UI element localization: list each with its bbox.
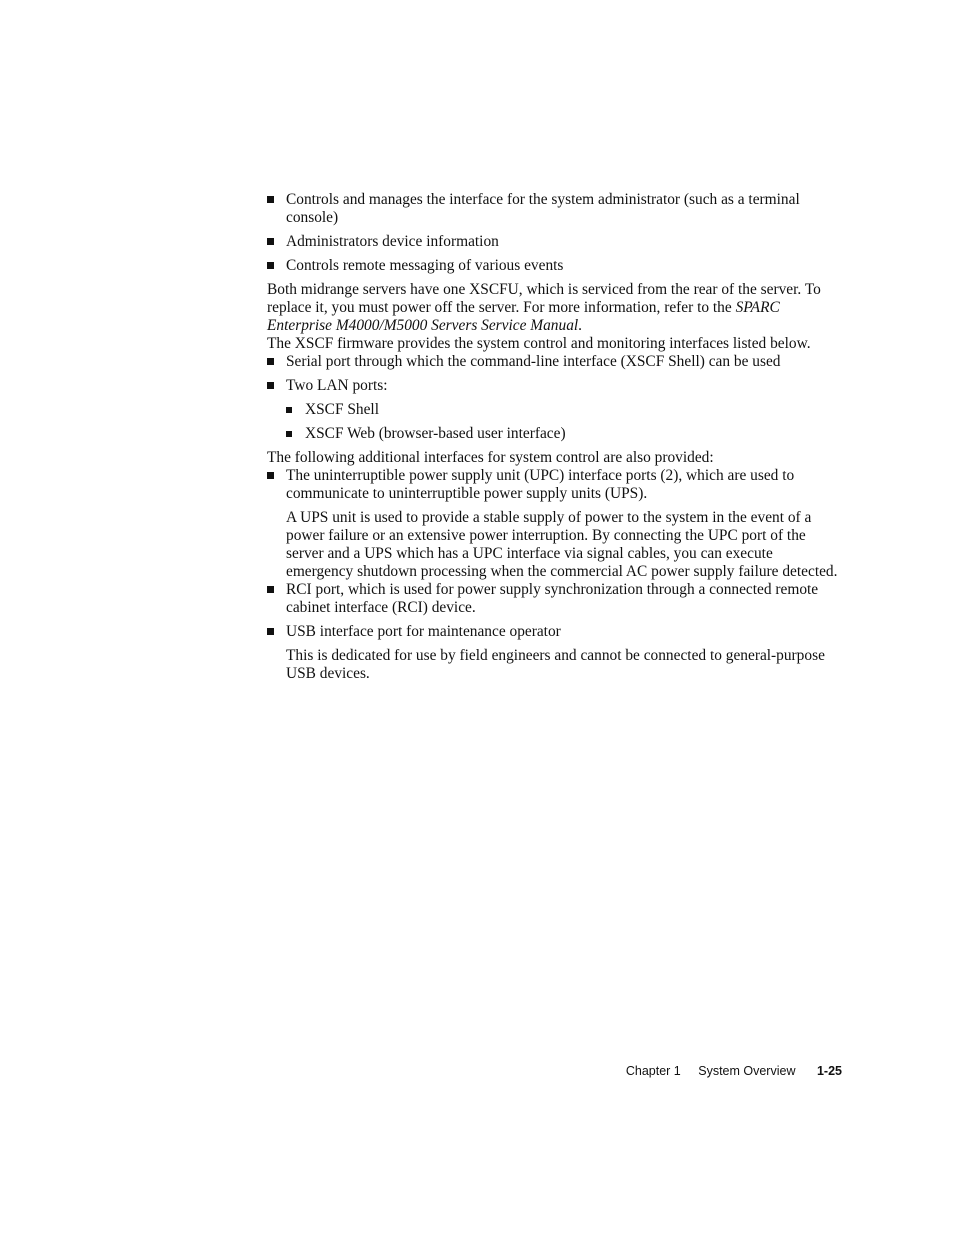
list-item <box>267 623 841 641</box>
square-bullet-icon <box>267 628 274 635</box>
paragraph-text: Both midrange servers have one XSCFU, which is serviced from the rear of the server. To replace it, you must power off the server. For more information, refer to the <box>267 281 821 316</box>
list-item-text: The uninterruptible power supply unit (UPC) interface ports (2), which are used to communicate to uninterruptible power supply units (UPS). <box>286 467 795 502</box>
footer-chapter: Chapter 1 <box>625 1064 681 1078</box>
list-item <box>267 257 841 275</box>
sub-list-item <box>267 425 841 443</box>
list-item-text: RCI port, which is used for power supply synchronization through a connected remote cabinet interface (RCI) device. <box>286 581 819 616</box>
list-item <box>267 377 841 395</box>
paragraph-firmware: The XSCF firmware provides the system control and monitoring interfaces listed below. <box>267 335 811 352</box>
list-item <box>267 191 841 227</box>
square-bullet-icon <box>267 238 274 245</box>
list-item-detail: A UPS unit is used to provide a stable supply of power to the system in the event of a power failure or an extensive power interruption. By connecting the UPC port of the server and a UPS which has a UPC interface via signal cables, you can execute emergency shutdown processing when the commercial AC power supply failure detected. <box>286 509 838 580</box>
square-bullet-icon <box>286 431 292 437</box>
page-footer <box>626 1064 842 1078</box>
paragraph-midrange <box>267 281 841 335</box>
sub-list-item <box>267 401 841 419</box>
sub-list-item-text: XSCF Shell <box>305 401 379 418</box>
paragraph-end: . <box>578 317 583 334</box>
list-item-text: Administrators device information <box>286 233 499 250</box>
square-bullet-icon <box>267 196 274 203</box>
square-bullet-icon <box>286 407 292 413</box>
list-item-detail: This is dedicated for use by field engineers and cannot be connected to general-purpose USB devices. <box>286 647 825 682</box>
manual-title: SPARC Enterprise M4000/M5000 Servers Service Manual <box>267 299 780 334</box>
page-number: 1-25 <box>816 1064 842 1078</box>
square-bullet-icon <box>267 472 274 479</box>
list-item <box>267 581 841 617</box>
footer-title: System Overview <box>698 1064 796 1078</box>
list-item-text: Controls remote messaging of various events <box>286 257 564 274</box>
list-item <box>267 353 841 371</box>
square-bullet-icon <box>267 586 274 593</box>
list-item-text: USB interface port for maintenance operator <box>286 623 561 640</box>
page-body <box>267 191 841 683</box>
paragraph-additional: The following additional interfaces for system control are also provided: <box>267 449 714 466</box>
list-item-text: Controls and manages the interface for the system administrator (such as a terminal console) <box>286 191 800 226</box>
list-item <box>267 233 841 251</box>
sub-list-item-text: XSCF Web (browser-based user interface) <box>305 425 566 442</box>
square-bullet-icon <box>267 262 274 269</box>
square-bullet-icon <box>267 382 274 389</box>
list-item-text: Two LAN ports: <box>286 377 388 394</box>
list-item <box>267 467 841 503</box>
list-item-text: Serial port through which the command-line interface (XSCF Shell) can be used <box>286 353 781 370</box>
square-bullet-icon <box>267 358 274 365</box>
